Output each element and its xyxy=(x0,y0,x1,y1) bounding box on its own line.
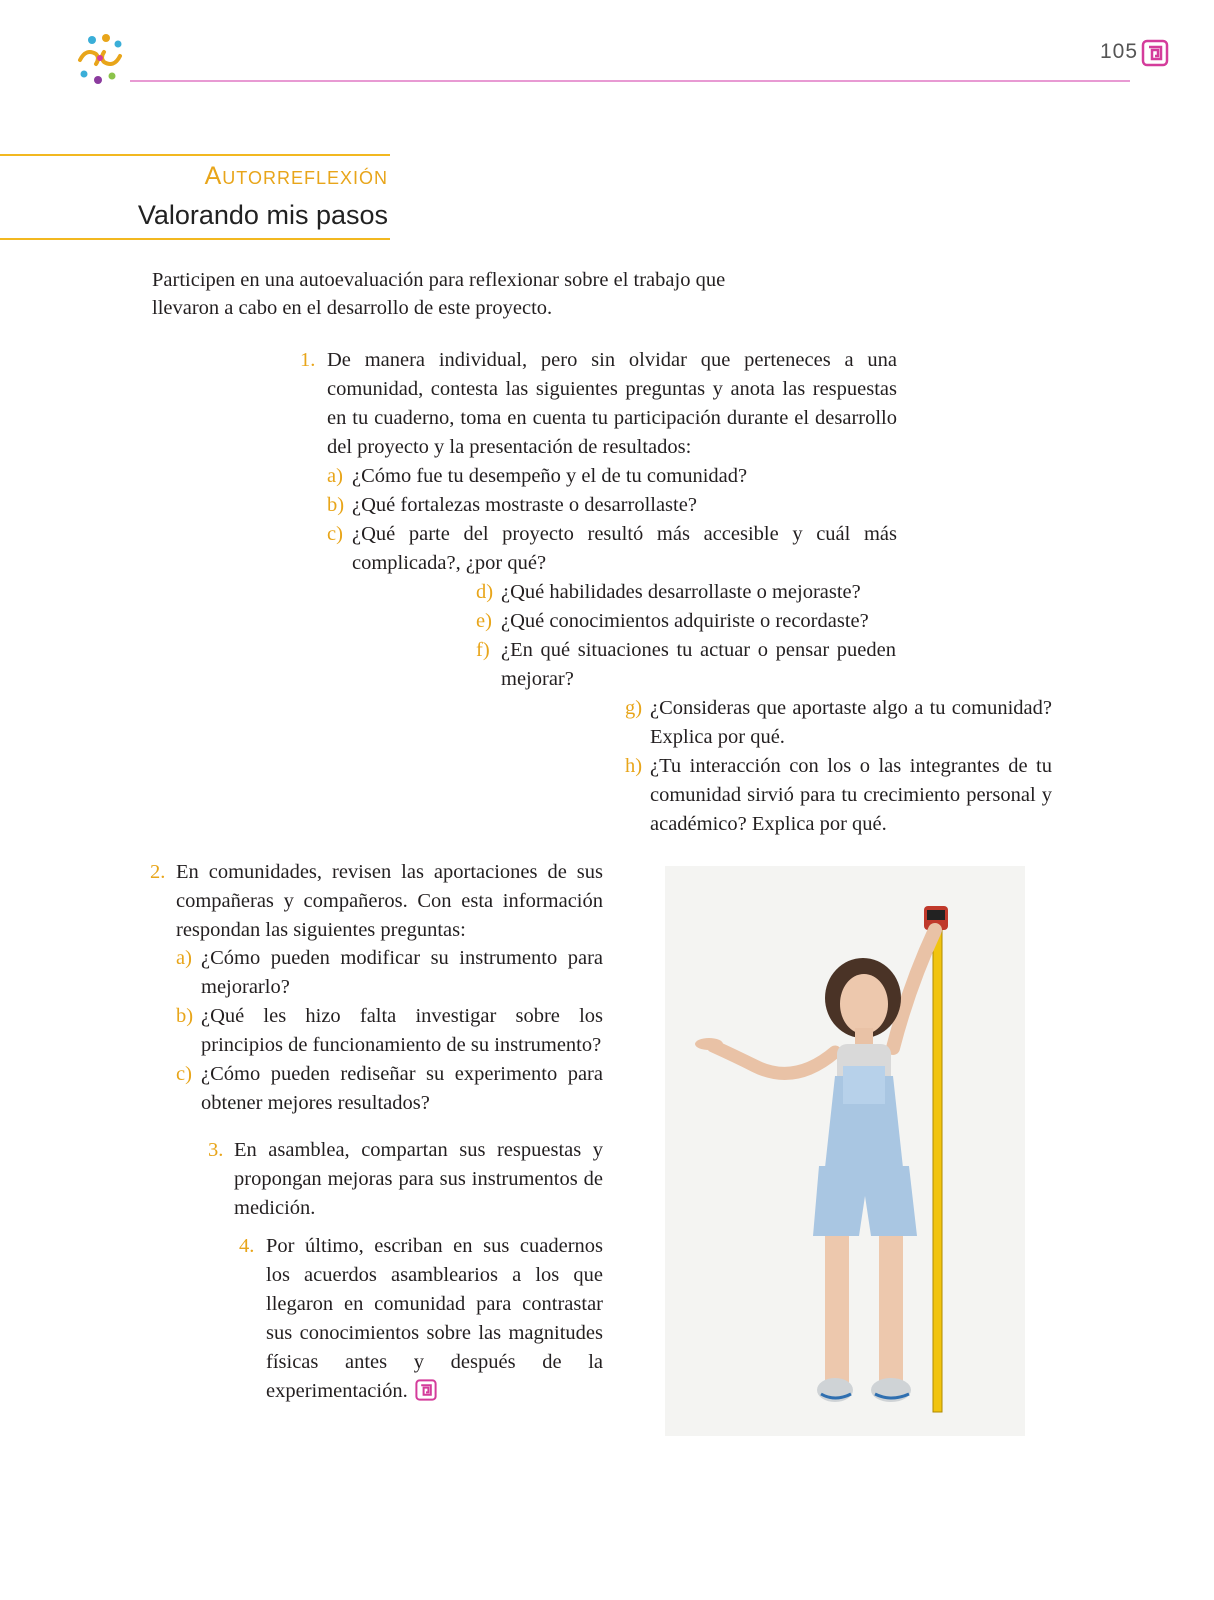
q1-item-c-text: ¿Qué parte del proyecto resultó más accesible y cuál más complicada?, ¿por qué? xyxy=(352,523,897,574)
title-rule-bottom xyxy=(0,238,390,240)
page-number: 105 xyxy=(1100,40,1139,63)
question-4-text: Por último, escriban en sus cuadernos los acuerdos asamblearios a los que llegaron en comunidad para contrastar sus conocimientos sobre las magnitudes físicas antes y después de la experimentación. xyxy=(266,1235,603,1402)
girl-with-measuring-tape-photo xyxy=(665,866,1025,1436)
q1-item-f-letter: f) xyxy=(476,639,490,661)
question-1-text: De manera individual, pero sin olvidar que perteneces a una comunidad, contesta las siguientes preguntas y anota las respuestas en tu cuaderno, toma en cuenta tu participación durante el desarrollo del proyecto y la presentación de resultados: xyxy=(327,349,897,458)
spiral-ornament-icon xyxy=(1140,38,1170,68)
question-3-number: 3. xyxy=(208,1139,224,1161)
question-2-number: 2. xyxy=(150,861,166,883)
q2-item-b-text: ¿Qué les hizo falta investigar sobre los principios de funcionamiento de su instrumento? xyxy=(201,1005,603,1056)
q1-item-h-letter: h) xyxy=(625,755,643,777)
q1-item-b-letter: b) xyxy=(327,494,345,516)
q2-item-b-letter: b) xyxy=(176,1005,194,1027)
q1-item-c-letter: c) xyxy=(327,523,343,545)
question-2-text: En comunidades, revisen las aportaciones de sus compañeras y compañeros. Con esta información respondan las siguientes preguntas: xyxy=(176,861,603,941)
section-title: Valorando mis pasos xyxy=(137,200,388,230)
title-rule-top xyxy=(0,154,390,156)
spiral-ornament-end-icon xyxy=(414,1378,438,1402)
q2-item-a-text: ¿Cómo pueden modificar su instrumento para mejorarlo? xyxy=(201,947,603,998)
q1-item-f-text: ¿En qué situaciones tu actuar o pensar pueden mejorar? xyxy=(501,639,896,690)
question-4-number: 4. xyxy=(239,1235,255,1257)
q2-item-a-letter: a) xyxy=(176,947,192,969)
question-3-text: En asamblea, compartan sus respuestas y propongan mejoras para sus instrumentos de medición. xyxy=(234,1139,603,1219)
intro-paragraph: Participen en una autoevaluación para reflexionar sobre el trabajo que llevaron a cabo en el desarrollo de este proyecto. xyxy=(152,269,726,319)
q1-item-d-text: ¿Qué habilidades desarrollaste o mejoraste? xyxy=(501,581,861,603)
q1-item-e-letter: e) xyxy=(476,610,492,632)
q1-item-b-text: ¿Qué fortalezas mostraste o desarrollaste? xyxy=(352,494,697,516)
q1-item-h-text: ¿Tu interacción con los o las integrantes de tu comunidad sirvió para tu crecimiento personal y académico? Explica por qué. xyxy=(650,755,1052,835)
q2-item-c-text: ¿Cómo pueden rediseñar su experimento para obtener mejores resultados? xyxy=(201,1063,603,1114)
q2-item-c-letter: c) xyxy=(176,1063,192,1085)
community-logo-icon xyxy=(72,30,128,86)
q1-item-g-text: ¿Consideras que aportaste algo a tu comunidad? Explica por qué. xyxy=(650,697,1052,748)
q1-item-a-text: ¿Cómo fue tu desempeño y el de tu comunidad? xyxy=(352,465,748,487)
q1-item-d-letter: d) xyxy=(476,581,494,603)
question-1-number: 1. xyxy=(300,349,316,371)
q1-item-a-letter: a) xyxy=(327,465,343,487)
section-label: Autorreflexión xyxy=(204,162,388,190)
question-4-block xyxy=(266,1232,603,1406)
q1-item-e-text: ¿Qué conocimientos adquiriste o recordaste? xyxy=(501,610,869,632)
q1-item-g-letter: g) xyxy=(625,697,643,719)
header-rule xyxy=(130,80,1130,82)
